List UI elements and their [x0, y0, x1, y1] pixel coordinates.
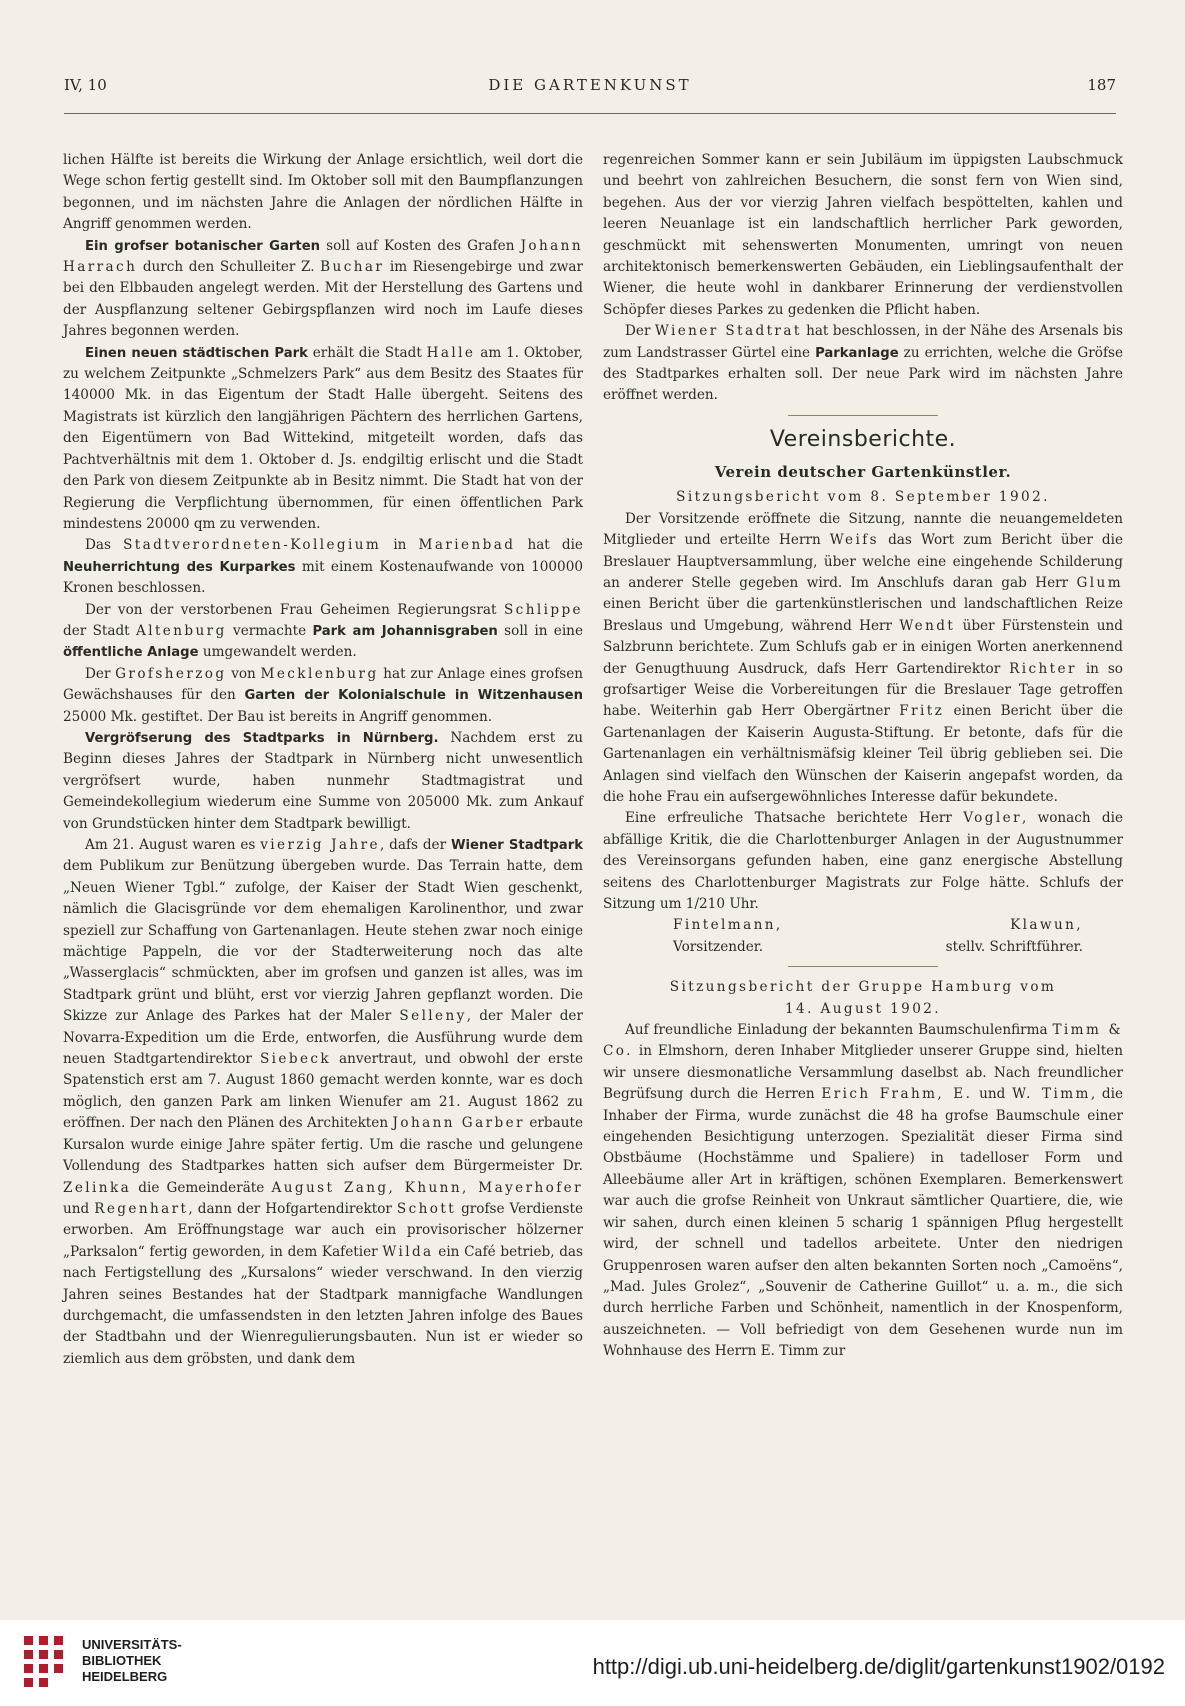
secretary-role: stellv. Schriftführer.: [945, 938, 1083, 955]
paragraph: Einen neuen städtischen Park erhält die Stadt Halle am 1. Oktober, zu welchem Zeitpunkte „Schmelzers Park“ aus dem Besitz des Staates für 140000 Mk. in das Eigentum der Stadt Halle übergeht. Seitens des Magistrats ist kürzlich den langjährigen Pächtern des herrlichen Gartens, den Eigentümern von Bad Wittekind, mitgeteilt worden, dafs das Pachtverhältnis mit dem 1. Oktober d. Js. endgiltig erlischt und die Stadt den Park von diesem Zeitpunkte ab in Besitz nimmt. Die Stadt hat von der Regierung die Verpflichtung übernommen, für einen öffentlichen Park mindestens 20000 qm zu verwenden.: [63, 344, 583, 532]
paragraph: Der Grofsherzog von Mecklenburg hat zur Anlage eines grofsen Gewächshauses für den Garten der Kolonialschule in Witzenhausen 25000 Mk. gestiftet. Der Bau ist bereits in Angriff genommen.: [63, 665, 583, 725]
running-header: [64, 76, 1116, 96]
meeting-title-line1: Sitzungsbericht der Gruppe Hamburg vom: [669, 979, 1057, 996]
library-name: UNIVERSITÄTS- BIBLIOTHEK HEIDELBERG: [82, 1637, 182, 1684]
section-divider: [788, 966, 938, 967]
time-fraction: 1/210: [685, 896, 725, 912]
paragraph: Auf freundliche Einladung der bekannten Baumschulenfirma Timm & Co. in Elmshorn, deren Inhaber Mitglieder unserer Gruppe sind, hielten wir unsere diesmonatliche Versammlung daselbst ab. Nach freundlicher Begrüfsung durch die Herren Erich Frahm, E. und W. Timm, die Inhaber der Firma, wurde zunächst die 48 ha grofse Baumschule einer eingehenden Besichtigung unterzogen. Spezialität dieser Firma sind Obstbäume (Hochstämme und Spaliere) in tadelloser Form und Alleebäume aller Art in kräftigen, schönen Exemplaren. Bemerkenswert war auch die grofse Reinheit von Unkraut sämtlicher Quartiere, die, wie wir sahen, durch einen kleinen 5 scharig 1 spännigen Pflug hergestellt wird, der schnell und tadellos arbeitete. Unter den niedrigen Gruppenrosen waren aufser den alten bekannten Sorten noch „Camoëns“, „Mad. Jules Grolez“, „Souvenir de Catherine Guillot“ u. a. m., die sich durch herrliche Farben und Schönheit, namentlich in der Knospenform, auszeichneten. — Voll befriedigt von dem Gesehenen wurde nun im Wohnhause des Herrn E. Timm zur: [603, 1022, 1123, 1360]
signature-roles: [603, 937, 1123, 958]
paragraph: Ein grofser botanischer Garten soll auf Kosten des Grafen Johann Harrach durch den Schulleiter Z. Buchar im Riesengebirge und zwar bei den Elbbauden angelegt werden. Mit der Herstellung des Gartens und der Auspflanzung seltener Gebirgspflanzen wird noch im Laufe dieses Jahres begonnen werden.: [63, 237, 583, 340]
paragraph: Eine erfreuliche Thatsache berichtete Herr Vogler, wonach die abfällige Kritik, die die Charlottenburger Anlagen in der Augustnummer des Vereinsorgans gefunden haben, eine ganz energische Abstellung seitens des Charlottenburger Magistrats zur Folge hätte. Schlufs der Sitzung um 1/210 Uhr.: [603, 810, 1123, 912]
header-rule: [64, 113, 1116, 114]
signature-block: [603, 915, 1123, 936]
page-number: 187: [1087, 76, 1116, 94]
library-footer: [0, 1620, 1185, 1706]
permalink-url[interactable]: http://digi.ub.uni-heidelberg.de/diglit/gartenkunst1902/0192: [592, 1654, 1165, 1679]
left-column: [63, 150, 583, 1370]
paragraph: Der Vorsitzende eröffnete die Sitzung, nannte die neuangemeldeten Mitglieder und erteilte Herrn Weifs das Wort zum Bericht über die Breslauer Hauptversammlung, über welche eine eingehende Schilderung an anderer Stelle gegeben wird. Im Anschlufs daran gab Herr Glum einen Bericht über die gartenkünstlerischen und landschaftlichen Reize Breslaus und Umgebung, während Herr Wendt über Fürstenstein und Salzbrunn berichtete. Zum Schlufs gab er in einigen Worten anerkennend der Genugthuung Ausdruck, dafs Herr Gartendirektor Richter in so grofsartiger Weise die Vorbereitungen für die Breslauer Tage getroffen habe. Weiterhin gab Herr Obergärtner Fritz einen Bericht über die Gartenanlagen der Kaiserin Augusta-Stiftung. Er betonte, dafs für die Gartenanlagen ein verhältnismäfsig kleiner Teil übrig geblieben sei. Die Anlagen sind vielfach den Wünschen der Kaiserin angepafst worden, da die hohe Frau ein aufsergewöhnliches Interesse dafür bekundete.: [603, 510, 1124, 805]
paragraph: Der Wiener Stadtrat hat beschlossen, in der Nähe des Arsenals bis zum Landstrasser Gürtel eine Parkanlage zu errichten, welche die Gröfse des Stadtparkes erhalten soll. Der neue Park wird im nächsten Jahre eröffnet werden.: [603, 323, 1124, 404]
section-title: Vereinsberichte.: [769, 426, 957, 452]
paragraph: regenreichen Sommer kann er sein Jubiläum im üppigsten Laubschmuck und beehrt von zahlreichen Besuchern, die sonst fern von Wien sind, begehen. Aus der vor vierzig Jahren vielfach bespöttelten, kahlen und leeren Neuanlage ist ein landschaftlich herrlicher Park geworden, geschmückt mit sehenswerten Monumenten, umringt von neuen architektonisch bemerkenswerten Gebäuden, ein Lieblingsaufenthalt der Wiener, die heute wohl in dankbarer Erinnerung der verdienstvollen Schöpfer dieses Parkes zu gedenken die Pflicht haben.: [603, 152, 1123, 318]
meeting-title: Sitzungsbericht vom 8. September 1902.: [676, 489, 1050, 506]
section-divider: [788, 415, 938, 416]
paragraph: Das Stadtverordneten-Kollegium in Marienbad hat die Neuherrichtung des Kurparkes mit einem Kostenaufwande von 100000 Kronen beschlossen.: [63, 537, 583, 597]
chair-name: Fintelmann,: [673, 917, 783, 934]
paragraph: Vergröfserung des Stadtparks in Nürnberg. Nachdem erst zu Beginn dieses Jahres der Stadtpark in Nürnberg nicht unwesentlich vergröfsert wurde, haben nunmehr Stadtmagistrat und Gemeindekollegium wiederum eine Summe von 205000 Mk. zum Ankauf von Grundstücken hinter dem Stadtpark bewilligt.: [63, 729, 583, 832]
paragraph: Der von der verstorbenen Frau Geheimen Regierungsrat Schlippe der Stadt Altenburg vermachte Park am Johannisgraben soll in eine öffentliche Anlage umgewandelt werden.: [63, 601, 583, 661]
paragraph: lichen Hälfte ist bereits die Wirkung der Anlage ersichtlich, weil dort die Wege schon fertig gestellt sind. Im Oktober soll mit den Baumpflanzungen begonnen, und im nächsten Jahre die Anlagen der nördlichen Hälfte in Angriff genommen werden.: [63, 152, 583, 233]
right-column: [603, 150, 1123, 1363]
meeting-title-line2: 14. August 1902.: [784, 1000, 942, 1017]
secretary-name: Klawun,: [1010, 917, 1083, 934]
paragraph: Am 21. August waren es vierzig Jahre, dafs der Wiener Stadtpark dem Publikum zur Benützung übergeben wurde. Das Terrain hatte, dem „Neuen Wiener Tgbl.“ zufolge, der Kaiser der Stadt Wien geschenkt, nämlich die Glacisgründe vor dem ehemaligen Karolinenthor, und zwar speziell zur Schaffung von Gartenanlagen. Heute stehen zwar noch einige mächtige Pappeln, die vor der Stadterweiterung noch das alte „Wasserglacis“ schmückten, aber im grofsen und ganzen ist alles, was im Stadtpark grünt und blüht, erst vor vierzig Jahren gepflanzt worden. Die Skizze zur Anlage des Parkes hat der Maler Selleny, der Maler der Novarra-Expedition um die Erde, entworfen, die Ausführung wurde dem neuen Stadtgartendirektor Siebeck anvertraut, und obwohl der erste Spatenstich erst am 7. August 1860 gemacht werden konnte, war es doch möglich, den ganzen Park am linken Wienufer am 21. August 1862 zu eröffnen. Der nach den Plänen des Architekten Johann Garber erbaute Kursalon wurde einige Jahre später fertig. Um die rasche und gelungene Vollendung des Stadtparkes hatten sich aufser dem Bürgermeister Dr. Zelinka die Gemeinderäte August Zang, Khunn, Mayerhofer und Regenhart, dann der Hofgartendirektor Schott grofse Verdienste erworben. Am Eröffnungstage war auch ein provisorischer hölzerner „Parksalon“ fertig geworden, in dem Kafetier Wilda ein Café betrieb, das nach Fertigstellung des „Kursalons“ wieder verschwand. In den vierzig Jahren seines Bestandes hat der Stadtpark mannigfache Wandlungen durchgemacht, die umfassendsten in den letzten Jahren infolge des Baues der Stadtbahn und der Wienregulierungsbauten. Nun ist er wieder so ziemlich aus dem gröbsten, und dank dem: [63, 837, 584, 1367]
volume-issue: IV, 10: [64, 76, 107, 94]
chair-role: Vorsitzender.: [673, 938, 764, 955]
university-library-logo-icon: [18, 1632, 70, 1690]
journal-title: DIE GARTENKUNST: [488, 76, 692, 94]
subsection-title: Verein deutscher Gartenkünstler.: [714, 462, 1012, 481]
